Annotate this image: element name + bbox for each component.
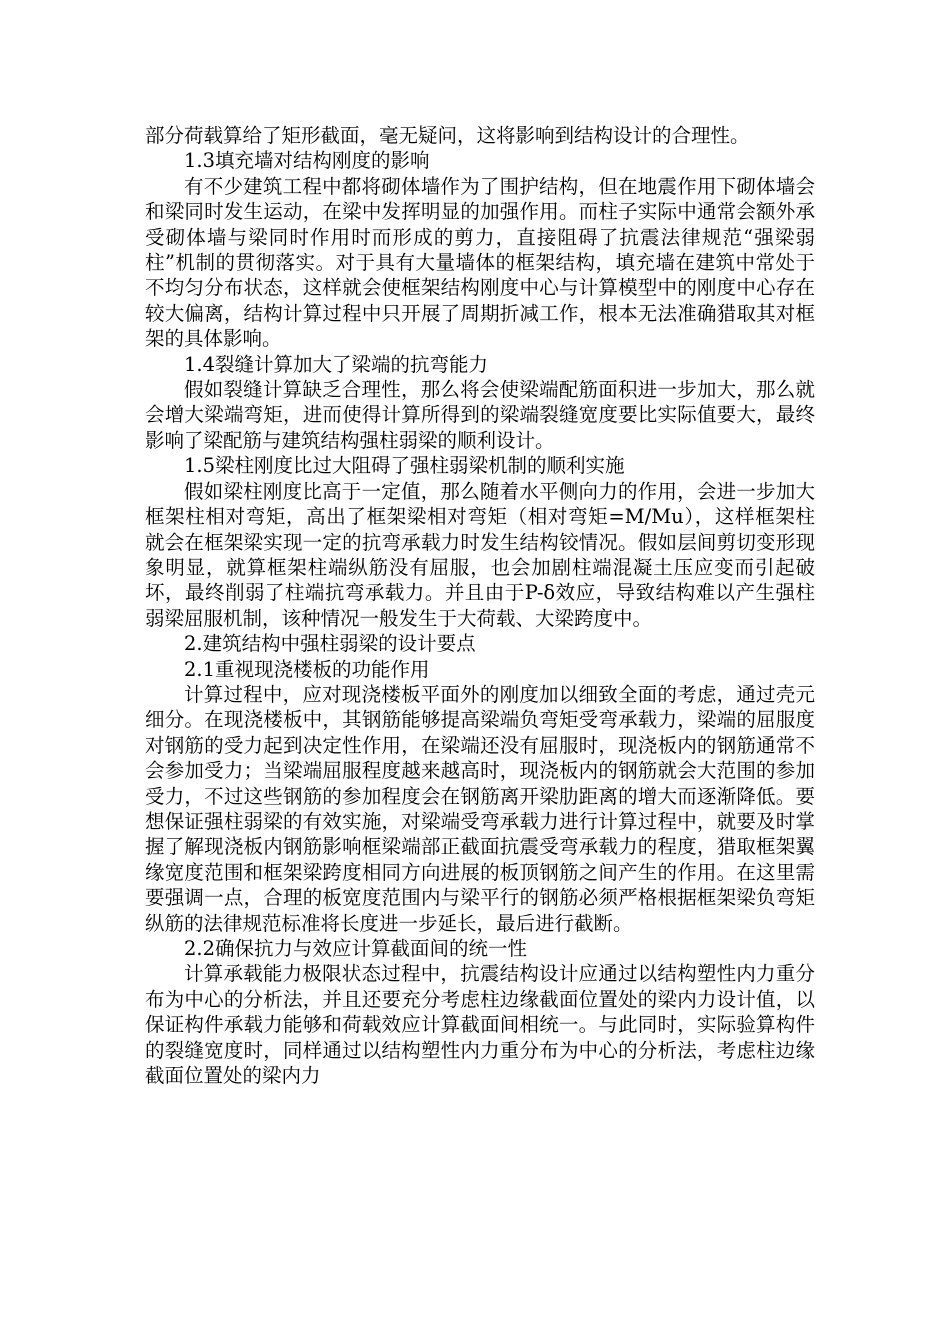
paragraph-crack-calculation: 假如裂缝计算缺乏合理性，那么将会使梁端配筋面积进一步加大，那么就会增大梁端弯矩，进而使得计算所得到的梁端裂缝宽度要比实际值要大，最终影响了梁配筋与建筑结构强柱弱梁的顺利设计。 [145,378,815,452]
paragraph-resistance-effect: 计算承载能力极限状态过程中，抗震结构设计应通过以结构塑性内力重分布为中心的分析法，并且还要充分考虑柱边缘截面位置处的梁内力设计值，以保证构件承载力能够和荷载效应计算截面间相统一。与此同时，实际验算构件的裂缝宽度时，同样通过以结构塑性内力重分布为中心的分析法，考虑柱边缘截面位置处的梁内力 [145,962,815,1088]
section-heading-1-4: 1.4裂缝计算加大了梁端的抗弯能力 [184,352,489,376]
paragraph-continued: 部分荷载算给了矩形截面，毫无疑问，这将影响到结构设计的合理性。 [145,124,750,147]
section-heading-2-1: 2.1重视现浇楼板的功能作用 [184,657,430,681]
section-heading-2: 2.建筑结构中强柱弱梁的设计要点 [184,632,476,656]
section-heading-1-3: 1.3填充墙对结构刚度的影响 [184,149,430,173]
paragraph-cast-in-place-slab: 计算过程中，应对现浇楼板平面外的刚度加以细致全面的考虑，通过壳元细分。在现浇楼板中，其钢筋能够提高梁端负弯矩受弯承载力，梁端的屈服度对钢筋的受力起到决定性作用，在梁端还没有屈服时，现浇板内的钢筋通常不会参加受力；当梁端屈服程度越来越高时，现浇板内的钢筋就会大范围的参加受力，不过这些钢筋的参加程度会在钢筋离开梁肋距离的增大而逐渐降低。要想保证强柱弱梁的有效实施，对梁端受弯承载力进行计算过程中，就要及时掌握了解现浇板内钢筋影响框梁端部正截面抗震受弯承载力的程度，猎取框架翼缘宽度范围和框架梁跨度相同方向进展的板顶钢筋之间产生的作用。在这里需要强调一点，合理的板宽度范围内与梁平行的钢筋必须严格根据框架梁负弯矩纵筋的法律规范标准将长度进一步延长，最后进行截断。 [145,682,815,935]
section-heading-2-2: 2.2确保抗力与效应计算截面间的统一性 [184,937,528,960]
section-heading-1-5: 1.5梁柱刚度比过大阻碍了强柱弱梁机制的顺利实施 [184,454,625,478]
paragraph-stiffness-ratio: 假如梁柱刚度比高于一定值，那么随着水平侧向力的作用，会进一步加大框架柱相对弯矩，高出了框架梁相对弯矩（相对弯矩=M/Mu），这样框架柱就会在框架梁实现一定的抗弯承载力时发生结构铰情况。假如层间剪切变形现象明显，就算框架柱端纵筋没有屈服，也会加剧柱端混凝土压应变而引起破坏，最终削弱了柱端抗弯承载力。并且由于P-δ效应，导致结构难以产生强柱弱梁屈服机制，该种情况一般发生于大荷载、大梁跨度中。 [145,479,815,630]
document-page [145,123,815,1088]
paragraph-infill-wall: 有不少建筑工程中都将砌体墙作为了围护结构，但在地震作用下砌体墙会和梁同时发生运动，在梁中发挥明显的加强作用。而柱子实际中通常会额外承受砌体墙与梁同时作用时而形成的剪力，直接阻碍了抗震法律规范“强梁弱柱”机制的贯彻落实。对于具有大量墙体的框架结构，填充墙在建筑中常处于不均匀分布状态，这样就会使框架结构刚度中心与计算模型中的刚度中心存在较大偏离，结构计算过程中只开展了周期折减工作，根本无法准确猎取其对框架的具体影响。 [145,174,815,351]
